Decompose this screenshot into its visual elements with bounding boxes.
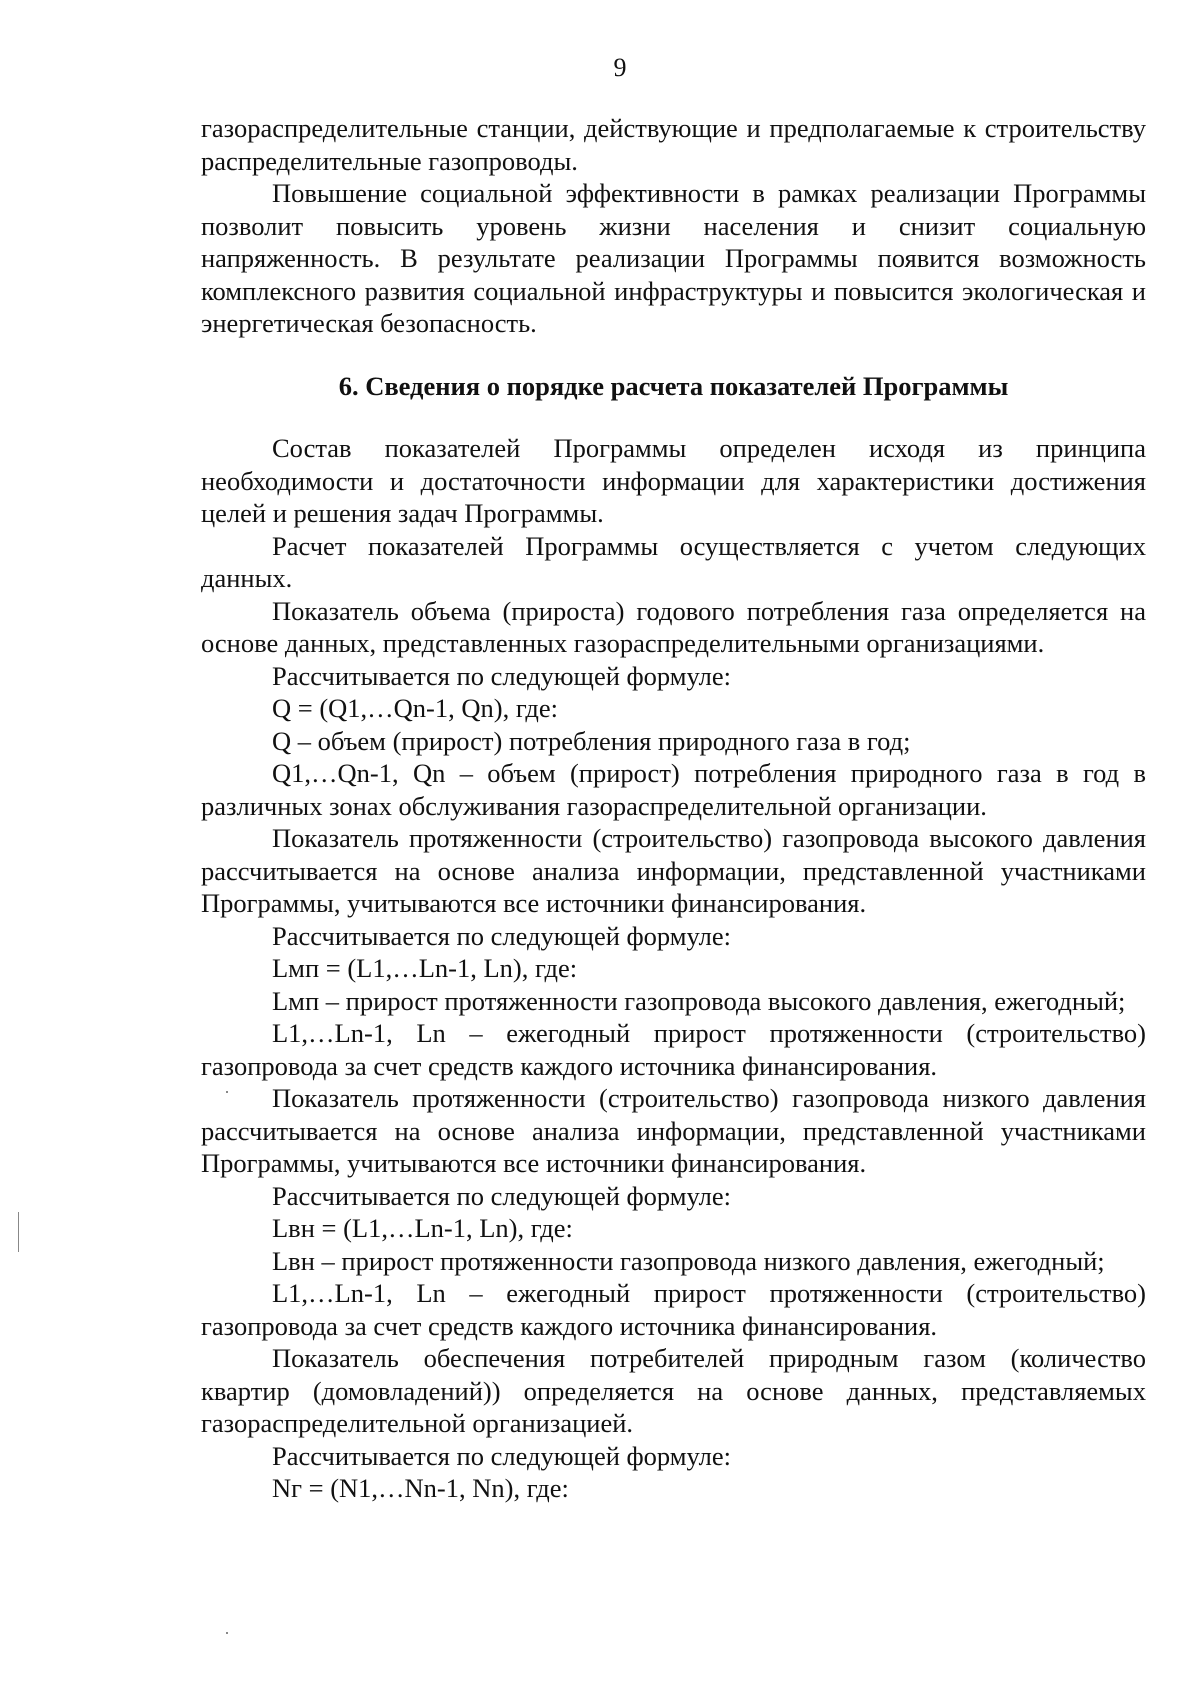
formula-lvn-components: L1,…Ln-1, Ln – ежегодный прирост протяженности (строительство) газопровода за счет средств каждого источника финансирования.	[201, 1278, 1146, 1341]
scan-artifact-dot	[226, 1632, 228, 1634]
formula-q-definition: Q – объем (прирост) потребления природного газа в год;	[272, 725, 911, 756]
formula-intro: Рассчитывается по следующей формуле:	[272, 1440, 731, 1471]
paragraph-indicators-calculation: Расчет показателей Программы осуществляется с учетом следующих данных.	[201, 530, 1146, 593]
paragraph-consumer-supply: Показатель обеспечения потребителей природным газом (количество квартир (домовладений)) определяется на основе данных, представляемых газораспределительной организацией.	[201, 1343, 1146, 1438]
formula-q-components: Q1,…Qn-1, Qn – объем (прирост) потребления природного газа в год в различных зонах обслуживания газораспределительной организации.	[201, 758, 1146, 821]
formula-lvn: Lвн = (L1,…Ln-1, Ln), где:	[272, 1213, 573, 1243]
paragraph-social-efficiency: Повышение социальной эффективности в рамках реализации Программы позволит повысить уровень жизни населения и снизит социальную напряженность. В результате реализации Программы появится возможность комплексного развития социальной инфраструктуры и повысится экологическая и энергетическая безопасность.	[201, 178, 1146, 338]
paragraph-continuation: газораспределительные станции, действующие и предполагаемые к строительству распределительные газопроводы.	[201, 113, 1146, 176]
formula-q: Q = (Q1,…Qn-1, Qn), где:	[272, 693, 559, 723]
section-heading: 6. Сведения о порядке расчета показателей Программы	[338, 370, 1009, 401]
formula-ng: Nг = (N1,…Nn-1, Nn), где:	[272, 1473, 569, 1503]
paragraph-high-pressure: Показатель протяженности (строительство) газопровода высокого давления рассчитывается на основе анализа информации, представленной участниками Программы, учитываются все источники финансирования.	[201, 823, 1146, 918]
formula-lmp-definition: Lмп – прирост протяженности газопровода высокого давления, ежегодный;	[272, 985, 1126, 1016]
paragraph-indicators-composition: Состав показателей Программы определен исходя из принципа необходимости и достаточности информации для характеристики достижения целей и решения задач Программы.	[201, 433, 1146, 528]
formula-lmp-components: L1,…Ln-1, Ln – ежегодный прирост протяженности (строительство) газопровода за счет средств каждого источника финансирования.	[201, 1018, 1146, 1081]
formula-intro: Рассчитывается по следующей формуле:	[272, 660, 731, 691]
formula-intro: Рассчитывается по следующей формуле:	[272, 920, 731, 951]
formula-intro: Рассчитывается по следующей формуле:	[272, 1180, 731, 1211]
scan-artifact-dot	[226, 1091, 228, 1093]
formula-lmp: Lмп = (L1,…Ln-1, Ln), где:	[272, 953, 578, 983]
page-number: 9	[613, 53, 627, 82]
paragraph-gas-consumption: Показатель объема (прироста) годового потребления газа определяется на основе данных, представленных газораспределительными организациями.	[201, 595, 1146, 658]
formula-lvn-definition: Lвн – прирост протяженности газопровода низкого давления, ежегодный;	[272, 1245, 1105, 1276]
document-body	[201, 112, 1146, 1505]
scan-artifact-line	[18, 1212, 19, 1252]
paragraph-low-pressure: Показатель протяженности (строительство) газопровода низкого давления рассчитывается на основе анализа информации, представленной участниками Программы, учитываются все источники финансирования.	[201, 1083, 1146, 1178]
